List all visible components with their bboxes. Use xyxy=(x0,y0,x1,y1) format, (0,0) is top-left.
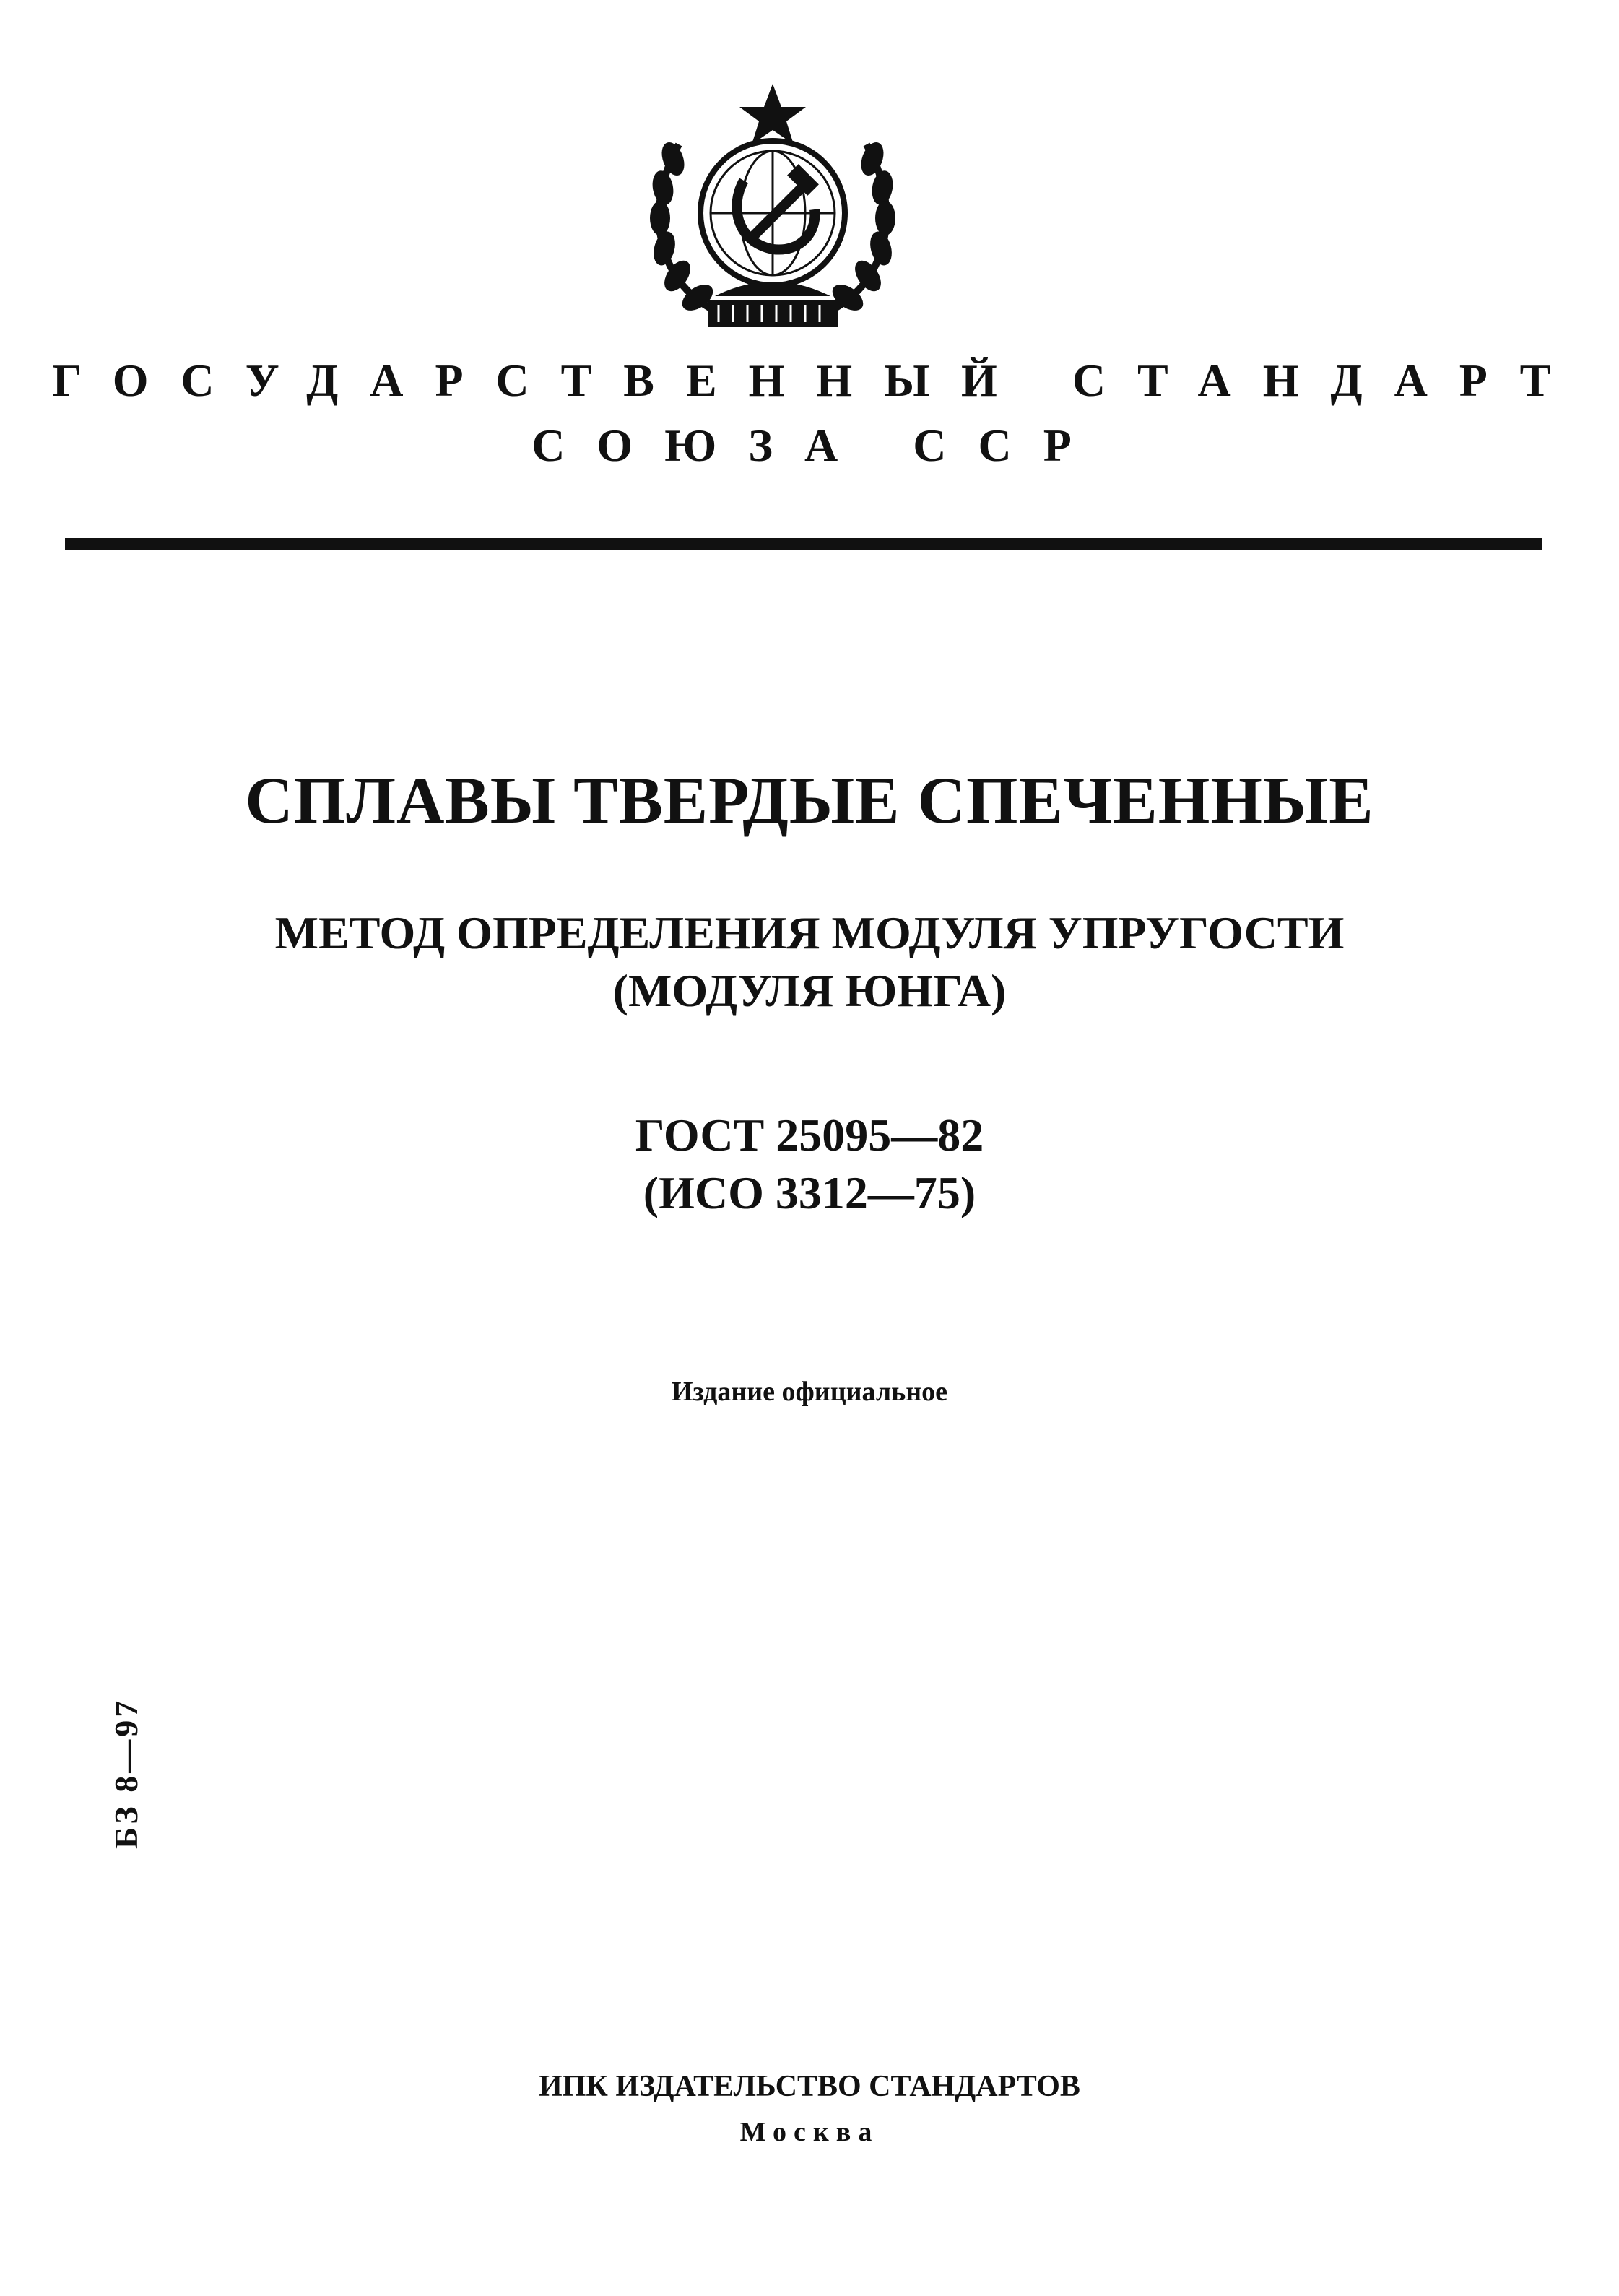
edition-note: Издание официальное xyxy=(671,1377,947,1407)
document-subtitle-line1: МЕТОД ОПРЕДЕЛЕНИЯ МОДУЛЯ УПРУГОСТИ xyxy=(274,907,1345,958)
iso-designation: (ИСО 3312—75) xyxy=(643,1167,976,1218)
publisher-city: Москва xyxy=(739,2117,880,2147)
gost-designation: ГОСТ 25095—82 xyxy=(635,1109,984,1161)
header-union-ussr: СОЮЗА ССР xyxy=(531,420,1103,471)
side-label: БЗ 8—97 xyxy=(108,1697,144,1849)
document-subtitle-line2: (МОДУЛЯ ЮНГА) xyxy=(612,965,1007,1016)
header-state-standard: ГОСУДАРСТВЕННЫЙ СТАНДАРТ xyxy=(52,355,1583,406)
document-title: СПЛАВЫ ТВЕРДЫЕ СПЕЧЕННЫЕ xyxy=(245,763,1374,837)
publisher-name: ИПК ИЗДАТЕЛЬСТВО СТАНДАРТОВ xyxy=(539,2070,1080,2103)
ussr-emblem-icon xyxy=(628,79,917,339)
header-divider xyxy=(65,538,1542,550)
